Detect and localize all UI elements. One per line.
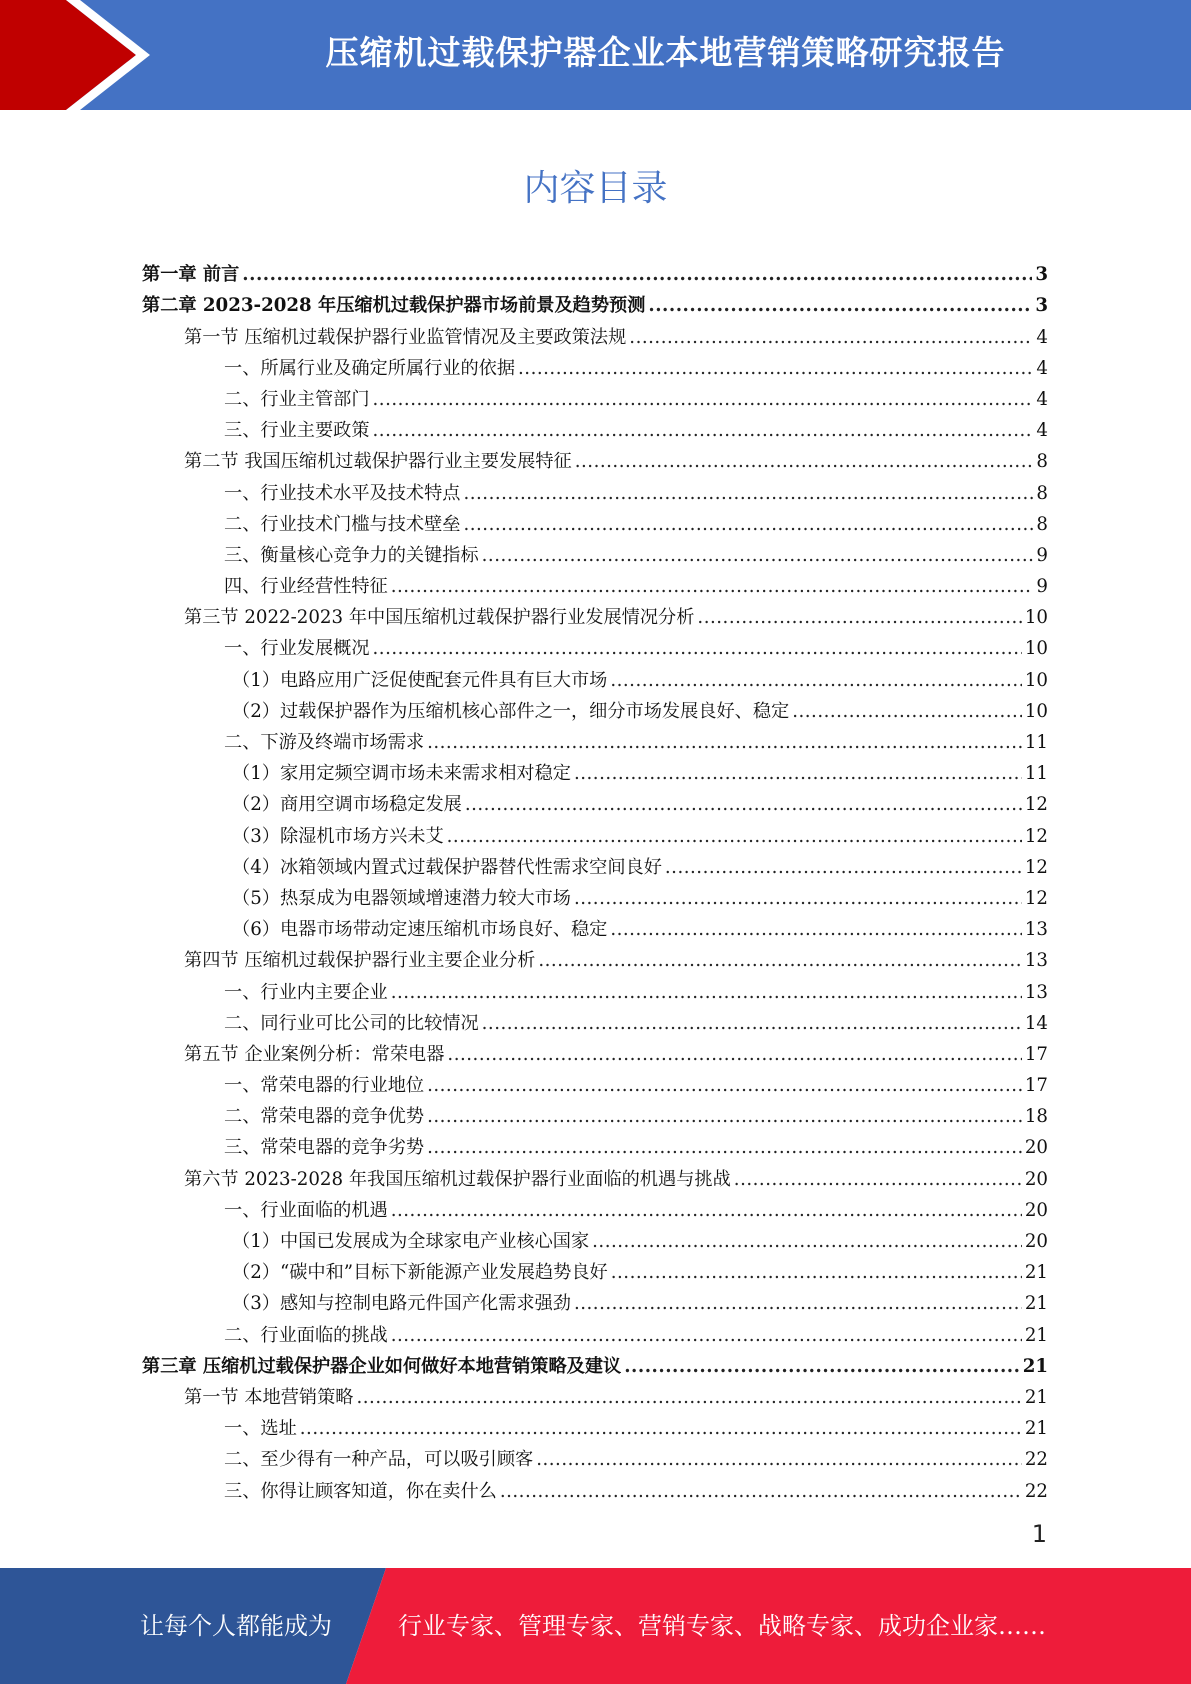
dot-leader	[624, 1355, 1019, 1379]
toc-entry-title: （3）感知与控制电路元件国产化需求强劲	[232, 1293, 571, 1315]
toc-entry[interactable]	[142, 412, 1048, 443]
dot-leader	[538, 949, 1021, 973]
dot-leader	[697, 606, 1021, 630]
dot-leader	[242, 263, 1032, 287]
toc-entry-page: 12	[1024, 887, 1048, 909]
toc-entry-title: 一、行业发展概况	[224, 638, 370, 660]
toc-entry-title: 二、下游及终端市场需求	[224, 732, 425, 753]
toc-entry-page: 10	[1024, 607, 1048, 629]
toc-entry-title: 三、常荣电器的竞争劣势	[224, 1137, 425, 1159]
toc-entry-page: 21	[1024, 1386, 1048, 1408]
dot-leader	[792, 700, 1022, 724]
toc-entry-page: 10	[1024, 638, 1048, 660]
dot-leader	[648, 294, 1032, 318]
toc-entry[interactable]	[142, 256, 1048, 287]
toc-entry-page: 20	[1024, 1199, 1048, 1221]
toc-entry-page: 10	[1024, 669, 1048, 691]
toc-entry-title: （3）除湿机市场方兴未艾	[232, 825, 444, 847]
dot-leader	[734, 1168, 1022, 1192]
toc-entry[interactable]	[142, 911, 1048, 942]
toc-entry-page: 13	[1024, 919, 1048, 941]
toc-entry-page: 8	[1036, 451, 1048, 473]
toc-entry-title: 第二节 我国压缩机过载保护器行业主要发展特征	[184, 451, 572, 473]
toc-entry-title: 二、同行业可比公司的比较情况	[224, 1012, 479, 1034]
toc-entry[interactable]	[142, 537, 1048, 568]
toc-entry[interactable]	[142, 1285, 1048, 1316]
toc-entry-page: 4	[1036, 420, 1048, 442]
toc-entry-page: 4	[1036, 388, 1048, 410]
toc-entry[interactable]	[142, 661, 1048, 692]
toc-entry-title: 三、衡量核心竞争力的关键指标	[224, 544, 479, 566]
toc-entry[interactable]	[142, 599, 1048, 630]
dot-leader	[373, 419, 1034, 443]
dot-leader	[465, 793, 1022, 817]
toc-entry-page: 11	[1024, 763, 1048, 785]
toc-entry-title: （2）过载保护器作为压缩机核心部件之一，细分市场发展良好、稳定	[232, 700, 790, 722]
toc-entry[interactable]	[142, 1410, 1048, 1441]
toc-entry-page: 4	[1036, 326, 1048, 348]
toc-entry-title: 第一节 本地营销策略	[184, 1386, 354, 1408]
toc-entry-title: 第六节 2023-2028 年我国压缩机过载保护器行业面临的机遇与挑战	[184, 1168, 731, 1190]
toc-entry-title: 二、行业主管部门	[224, 388, 370, 410]
dot-leader	[482, 1012, 1022, 1036]
toc-entry[interactable]	[142, 755, 1048, 786]
toc-entry-page: 12	[1024, 856, 1048, 878]
toc-entry-title: 四、行业经营性特征	[224, 576, 388, 598]
toc-entry-title: 第四节 压缩机过载保护器行业主要企业分析	[184, 950, 536, 972]
toc-entry[interactable]	[142, 1192, 1048, 1223]
toc-entry-title: （4）冰箱领域内置式过载保护器替代性需求空间良好	[232, 856, 662, 878]
toc-entry-title: 三、行业主要政策	[224, 420, 370, 442]
toc-entry-title: 一、行业面临的机遇	[224, 1199, 388, 1221]
toc-entry-page: 21	[1024, 1293, 1048, 1315]
dot-leader	[447, 825, 1022, 849]
toc-entry[interactable]	[142, 1223, 1048, 1254]
toc-entry-title: 一、常荣电器的行业地位	[224, 1075, 425, 1097]
dot-leader	[610, 918, 1022, 942]
toc-entry[interactable]	[142, 506, 1048, 537]
toc-entry-page: 8	[1036, 513, 1048, 535]
toc-entry[interactable]	[142, 318, 1048, 349]
dot-leader	[427, 1136, 1022, 1160]
toc-entry-page: 12	[1024, 825, 1048, 847]
toc-entry-page: 17	[1024, 1043, 1048, 1065]
footer-slogan-right: 行业专家、管理专家、营销专家、战略专家、成功企业家……	[398, 1612, 1046, 1640]
dot-leader	[391, 981, 1022, 1005]
toc-entry[interactable]	[142, 817, 1048, 848]
toc-entry-page: 3	[1035, 295, 1048, 317]
toc-entry-page: 11	[1024, 732, 1048, 753]
toc-entry-title: 第五节 企业案例分析：常荣电器	[184, 1043, 445, 1065]
toc-entry[interactable]	[142, 942, 1048, 973]
dot-leader	[391, 1199, 1022, 1223]
toc-entry-title: 一、行业技术水平及技术特点	[224, 482, 461, 504]
dot-leader	[574, 762, 1022, 786]
toc-entry[interactable]	[142, 287, 1048, 318]
toc-entry[interactable]	[142, 630, 1048, 661]
toc-entry-page: 20	[1024, 1168, 1048, 1190]
toc-entry[interactable]	[142, 443, 1048, 474]
toc-entry[interactable]	[142, 474, 1048, 505]
dot-leader	[536, 1448, 1022, 1472]
toc-entry-title: （1）电路应用广泛促使配套元件具有巨大市场	[232, 669, 608, 691]
toc-entry[interactable]	[142, 973, 1048, 1004]
toc-entry[interactable]	[142, 1316, 1048, 1347]
toc-entry[interactable]	[142, 1254, 1048, 1285]
toc-entry-page: 21	[1024, 1418, 1048, 1440]
dot-leader	[629, 326, 1033, 350]
dot-leader	[592, 1230, 1022, 1254]
toc-entry-title: （2）“碳中和”目标下新能源产业发展趋势良好	[232, 1262, 608, 1284]
toc-heading: 内容目录	[523, 168, 668, 209]
dot-leader	[356, 1386, 1021, 1410]
dot-leader	[575, 450, 1034, 474]
table-of-contents	[142, 256, 1048, 1504]
toc-entry[interactable]	[142, 724, 1048, 755]
dot-leader	[574, 887, 1022, 911]
toc-entry[interactable]	[142, 1348, 1048, 1379]
toc-entry[interactable]	[142, 1067, 1048, 1098]
toc-entry[interactable]	[142, 786, 1048, 817]
toc-entry[interactable]	[142, 1005, 1048, 1036]
dot-leader	[665, 856, 1022, 880]
dot-leader	[611, 1261, 1022, 1285]
report-header	[0, 0, 1191, 110]
dot-leader	[391, 1324, 1022, 1348]
toc-entry[interactable]	[142, 568, 1048, 599]
toc-entry-title: 三、你得让顾客知道，你在卖什么	[224, 1480, 497, 1502]
toc-entry[interactable]	[142, 880, 1048, 911]
dot-leader	[427, 731, 1022, 755]
toc-entry-page: 8	[1036, 482, 1048, 504]
footer-slogan-left: 让每个人都能成为	[140, 1612, 332, 1640]
footer-banner	[0, 1568, 1191, 1684]
toc-entry-title: 一、选址	[224, 1418, 297, 1440]
toc-entry-title: 第一节 压缩机过载保护器行业监管情况及主要政策法规	[184, 326, 627, 348]
toc-entry-page: 12	[1024, 794, 1048, 816]
toc-entry-page: 13	[1024, 950, 1048, 972]
dot-leader	[373, 637, 1022, 661]
toc-entry-page: 17	[1024, 1075, 1048, 1097]
toc-entry-title: （5）热泵成为电器领域增速潜力较大市场	[232, 887, 571, 909]
toc-entry-page: 22	[1024, 1480, 1048, 1502]
dot-leader	[482, 544, 1034, 568]
dot-leader	[518, 357, 1033, 381]
toc-entry-title: （1）中国已发展成为全球家电产业核心国家	[232, 1231, 590, 1252]
toc-entry-title: 二、行业技术门槛与技术壁垒	[224, 513, 461, 535]
dot-leader	[427, 1074, 1022, 1098]
toc-entry-page: 20	[1024, 1231, 1048, 1252]
dot-leader	[463, 482, 1033, 506]
toc-entry-page: 9	[1036, 544, 1048, 566]
page-number: 1	[1031, 1520, 1047, 1548]
toc-entry-page: 21	[1024, 1324, 1048, 1346]
toc-entry-title: 二、行业面临的挑战	[224, 1324, 388, 1346]
toc-entry-title: 第三节 2022-2023 年中国压缩机过载保护器行业发展情况分析	[184, 607, 695, 629]
toc-entry-page: 20	[1024, 1137, 1048, 1159]
toc-entry-page: 3	[1035, 264, 1048, 286]
toc-entry-title: 二、至少得有一种产品，可以吸引顾客	[224, 1449, 534, 1471]
toc-entry-page: 21	[1022, 1355, 1048, 1377]
toc-entry-title: （6）电器市场带动定速压缩机市场良好、稳定	[232, 919, 608, 941]
toc-entry-page: 13	[1024, 981, 1048, 1003]
dot-leader	[463, 513, 1033, 537]
toc-entry-title: （2）商用空调市场稳定发展	[232, 794, 462, 816]
chevron-icon	[0, 0, 160, 110]
toc-entry[interactable]	[142, 1472, 1048, 1503]
toc-entry-page: 18	[1024, 1106, 1048, 1128]
dot-leader	[447, 1043, 1021, 1067]
toc-entry-page: 4	[1036, 357, 1048, 379]
toc-entry[interactable]	[142, 693, 1048, 724]
toc-entry-title: 一、所属行业及确定所属行业的依据	[224, 357, 516, 379]
toc-entry[interactable]	[142, 350, 1048, 381]
toc-entry-title: 第二章 2023-2028 年压缩机过载保护器市场前景及趋势预测	[142, 295, 646, 317]
dot-leader	[391, 575, 1034, 599]
toc-entry-page: 10	[1024, 700, 1048, 722]
dot-leader	[427, 1105, 1022, 1129]
toc-entry-title: 第三章 压缩机过载保护器企业如何做好本地营销策略及建议	[142, 1355, 622, 1377]
toc-entry[interactable]	[142, 849, 1048, 880]
toc-entry-title: 第一章 前言	[142, 264, 240, 286]
toc-entry-title: 一、行业内主要企业	[224, 981, 388, 1003]
toc-entry-page: 21	[1024, 1262, 1048, 1284]
toc-entry[interactable]	[142, 1441, 1048, 1472]
dot-leader	[610, 669, 1022, 693]
toc-entry-title: （1）家用定频空调市场未来需求相对稳定	[232, 763, 571, 785]
toc-entry[interactable]	[142, 381, 1048, 412]
dot-leader	[500, 1480, 1022, 1504]
toc-entry[interactable]	[142, 1129, 1048, 1160]
dot-leader	[574, 1292, 1022, 1316]
toc-entry-page: 22	[1024, 1449, 1048, 1471]
toc-entry[interactable]	[142, 1036, 1048, 1067]
dot-leader	[373, 388, 1034, 412]
toc-entry-page: 9	[1036, 576, 1048, 598]
toc-entry-title: 二、常荣电器的竞争优势	[224, 1106, 425, 1128]
report-title: 压缩机过载保护器企业本地营销策略研究报告	[325, 33, 1006, 72]
toc-entry[interactable]	[142, 1160, 1048, 1191]
toc-entry[interactable]	[142, 1098, 1048, 1129]
toc-entry[interactable]	[142, 1379, 1048, 1410]
toc-entry-page: 14	[1024, 1012, 1048, 1034]
dot-leader	[300, 1417, 1022, 1441]
